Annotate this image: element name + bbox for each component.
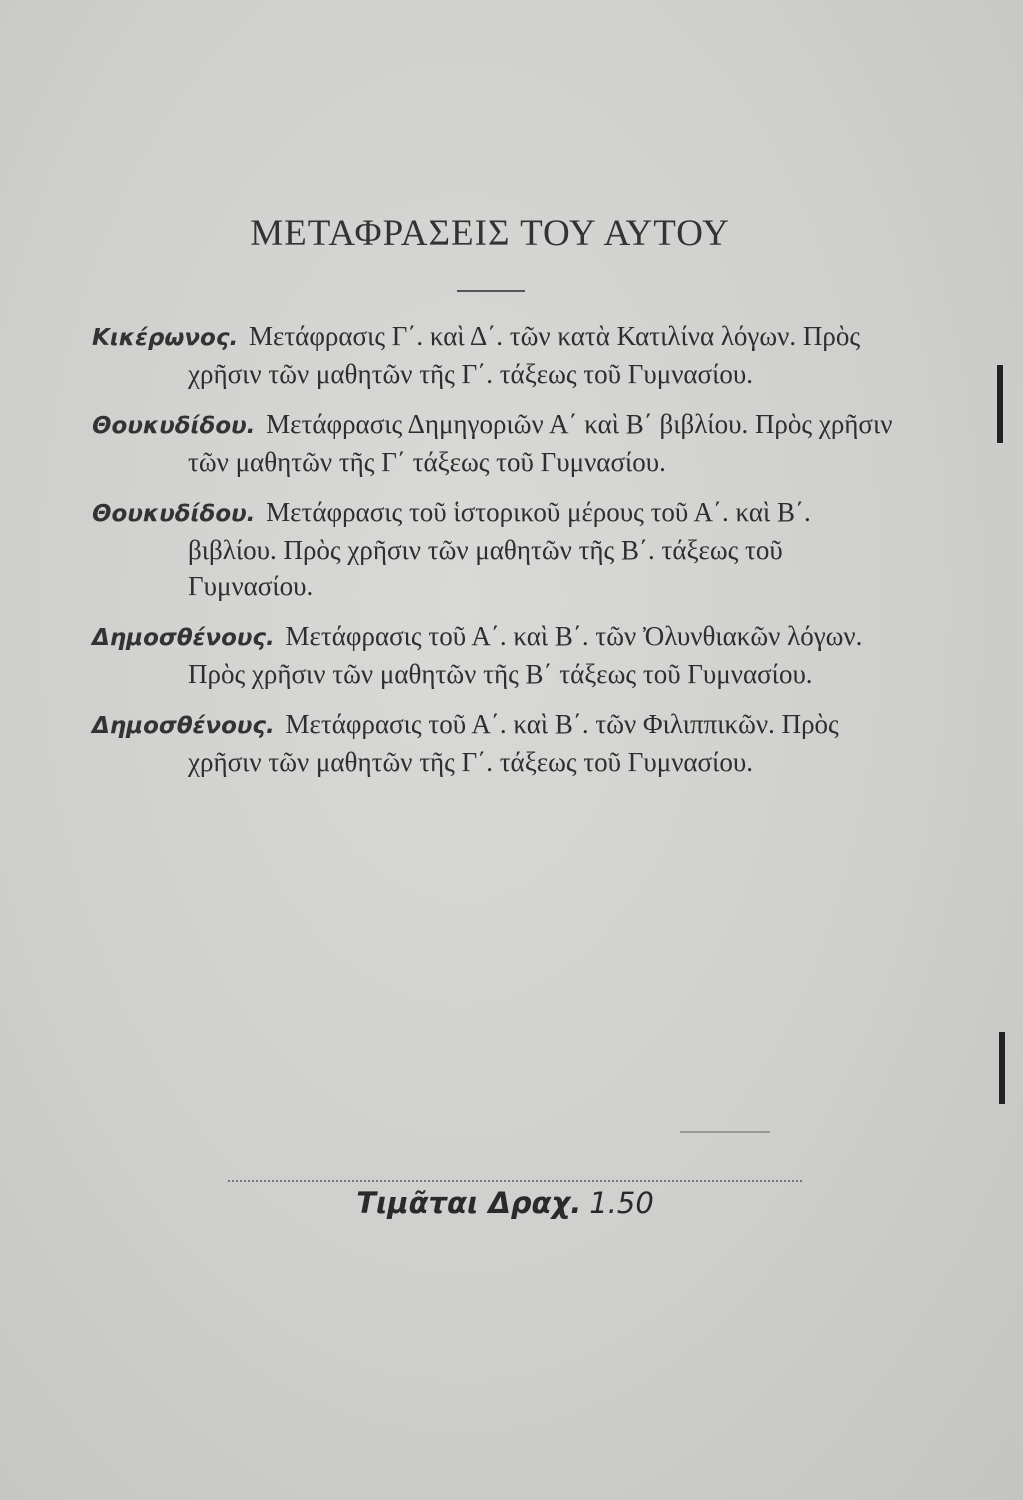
entry-author: Δημοσθένους.	[92, 713, 275, 739]
binding-mark	[997, 365, 1003, 443]
price-divider	[228, 1180, 802, 1182]
list-item	[92, 406, 904, 480]
entry-text: Μετάφρασις Δημηγοριῶν Α΄ καὶ Β΄ βιβλίου. Πρὸς χρῆσιν τῶν μαθητῶν τῆς Γ΄ τάξεως τοῦ Γυμνασίου.	[188, 409, 893, 477]
page-title: ΜΕΤΑΦΡΑΣΕΙΣ ΤΟΥ ΑΥΤΟΥ	[250, 213, 730, 254]
price-line	[0, 1186, 1010, 1220]
price-label: Τιμᾶται Δραχ.	[356, 1186, 582, 1220]
list-item	[92, 618, 904, 692]
title-underline	[457, 290, 525, 292]
entry-author: Κικέρωνος.	[92, 325, 239, 351]
entry-text: Μετάφρασις τοῦ Α΄. καὶ Β΄. τῶν Φιλιππικῶν. Πρὸς χρῆσιν τῶν μαθητῶν τῆς Γ΄. τάξεως τοῦ Γυμνασίου.	[188, 709, 839, 777]
list-item	[92, 318, 904, 392]
binding-mark	[999, 1032, 1005, 1104]
entry-text: Μετάφρασις τοῦ ἱστορικοῦ μέρους τοῦ Α΄. καὶ Β΄. βιβλίου. Πρὸς χρῆσιν τῶν μαθητῶν τῆς Β΄. τάξεως τοῦ Γυμνασίου.	[188, 497, 811, 601]
entry-text: Μετάφρασις τοῦ Α΄. καὶ Β΄. τῶν Ὀλυνθιακῶν λόγων. Πρὸς χρῆσιν τῶν μαθητῶν τῆς Β΄ τάξεως τοῦ Γυμνασίου.	[188, 621, 863, 689]
entry-text: Μετάφρασις Γ΄. καὶ Δ΄. τῶν κατὰ Κατιλίνα λόγων. Πρὸς χρῆσιν τῶν μαθητῶν τῆς Γ΄. τάξεως τοῦ Γυμνασίου.	[188, 321, 861, 389]
paper-scratch	[680, 1131, 770, 1133]
price-amount: 1.50	[589, 1186, 654, 1220]
entry-author: Θουκυδίδου.	[92, 413, 256, 439]
list-item	[92, 706, 904, 780]
entry-author: Δημοσθένους.	[92, 625, 275, 651]
entry-author: Θουκυδίδου.	[92, 501, 256, 527]
list-item	[92, 494, 904, 604]
translations-list	[92, 318, 904, 794]
